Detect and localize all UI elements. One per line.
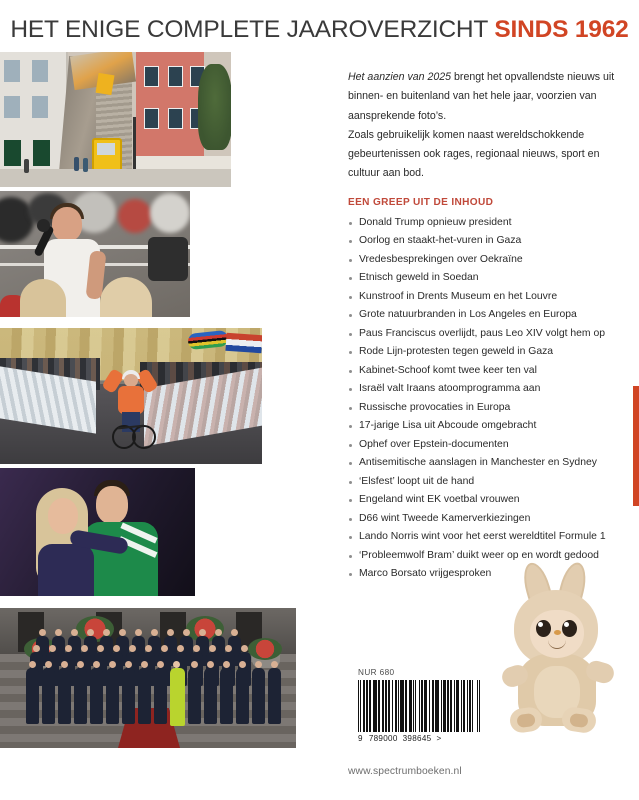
list-item: 17-jarige Lisa uit Abcoude omgebracht	[348, 417, 616, 436]
list-item: ‘Elsfest’ loopt uit de hand	[348, 473, 616, 492]
plush-eye-glints	[538, 622, 543, 627]
list-item: Engeland wint EK voetbal vrouwen	[348, 491, 616, 510]
book-title-italic: Het aanzien van 2025	[348, 71, 452, 83]
right-edge-accent-bar	[633, 386, 639, 506]
intro-text	[348, 68, 616, 184]
intro-paragraph-1	[348, 68, 616, 126]
plush-foot-left	[508, 706, 543, 734]
plush-mouth	[548, 640, 566, 649]
plush-nose	[554, 630, 561, 635]
list-item: Ophef over Epstein-documenten	[348, 436, 616, 455]
ean13-barcode	[358, 680, 482, 732]
list-item: ‘Probleemwolf Bram’ duikt weer op en wordt gedood	[348, 547, 616, 566]
photo-cycling-winner-finish	[0, 328, 262, 464]
photo-group-leaders-on-steps	[0, 608, 296, 748]
labubu-plush-toy	[496, 562, 624, 740]
isbn-suffix: >	[436, 734, 442, 743]
nur-label: NUR 680	[358, 668, 395, 677]
isbn-digits	[358, 734, 496, 743]
list-item: Oorlog en staakt-het-vuren in Gaza	[348, 232, 616, 251]
list-item: Vredesbesprekingen over Oekraïne	[348, 251, 616, 270]
isbn-right-group: 398645	[402, 734, 432, 743]
photo-lisbon-funicular-crash	[0, 52, 231, 187]
list-item: Grote natuurbranden in Los Angeles en Europa	[348, 306, 616, 325]
publisher-website: www.spectrumboeken.nl	[348, 766, 462, 777]
photo-man-with-microphone-crowd	[0, 191, 190, 317]
photo-couple-embracing-stage	[0, 468, 195, 596]
list-item: Donald Trump opnieuw president	[348, 214, 616, 233]
header-accent-text: SINDS 1962	[494, 16, 629, 43]
list-item: Kunstroof in Drents Museum en het Louvre	[348, 288, 616, 307]
list-item: Lando Norris wint voor het eerst wereldtitel Formule 1	[348, 528, 616, 547]
intro-paragraph-1-rest: brengt het opvallendste nieuws uit binnen- en buitenland van het hele jaar, voorzien van aansprekende foto’s.	[348, 71, 615, 122]
barcode-block	[358, 668, 496, 743]
text-column	[348, 68, 616, 584]
list-item: D66 wint Tweede Kamerverkiezingen	[348, 510, 616, 529]
plush-eye-right	[562, 620, 577, 637]
list-item: Kabinet-Schoof komt twee keer ten val	[348, 362, 616, 381]
contents-list	[348, 214, 616, 584]
plush-face	[530, 610, 584, 658]
page-title	[0, 12, 639, 48]
intro-paragraph-2: Zoals gebruikelijk komen naast wereldschokkende gebeurtenissen ook rages, regionaal nieuws, sport en cultuur aan bod.	[348, 128, 600, 180]
header-main-text: HET ENIGE COMPLETE JAAROVERZICHT	[10, 16, 495, 43]
list-item: Israël valt Iraans atoomprogramma aan	[348, 380, 616, 399]
isbn-left-group: 789000	[368, 734, 398, 743]
list-item: Antisemitische aanslagen in Manchester en Sydney	[348, 454, 616, 473]
list-item: Marco Borsato vrijgesproken	[348, 565, 616, 584]
list-item: Russische provocaties in Europa	[348, 399, 616, 418]
contents-section-title: EEN GREEP UIT DE INHOUD	[348, 196, 494, 208]
isbn-lead-digit: 9	[358, 734, 363, 743]
list-item: Paus Franciscus overlijdt, paus Leo XIV volgt hem op	[348, 325, 616, 344]
list-item: Rode Lijn-protesten tegen geweld in Gaza	[348, 343, 616, 362]
list-item: Etnisch geweld in Soedan	[348, 269, 616, 288]
